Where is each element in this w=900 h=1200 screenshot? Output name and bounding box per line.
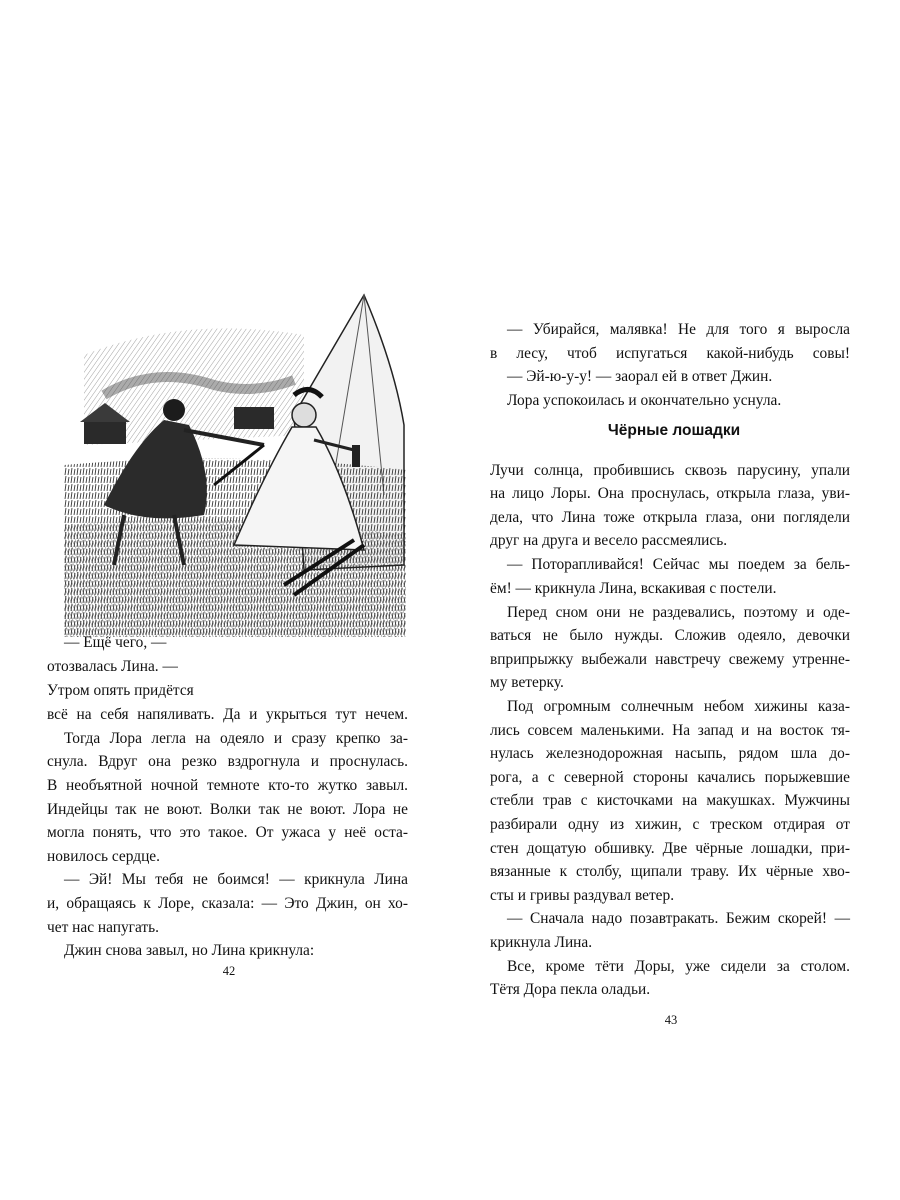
text-line: нулась железнодорожная насыпь, рядом шла до- [490,745,850,762]
text-line: Все, кроме тёти Доры, уже сидели за столом. [507,958,850,975]
text-line: Джин снова завыл, но Лина крикнула: [64,942,315,959]
text-line: Тётя Дора пекла оладьи. [490,981,651,998]
text-line: ём! — крикнула Лина, вскакивая с постели. [490,580,777,597]
text-line: — Убирайся, малявка! Не для того я выросла [507,321,850,338]
text-line: Лора успокоилась и окончательно уснула. [507,392,782,409]
text-line: — Ещё чего, — [64,634,167,651]
text-line: могла понять, что это такое. От ужаса у неё оста- [47,824,408,841]
text-line: Утром опять придётся [47,682,194,699]
text-line: вязанные к столбу, щипали траву. Их чёрные хво- [490,863,850,880]
text-line: В необъятной ночной темноте кто-то жутко завыл. [47,777,408,794]
page-number-right: 43 [664,1013,678,1027]
text-line: сты и гривы раздувал ветер. [490,887,675,904]
text-line: всё на себя напяливать. Да и укрыться тут нечем. [47,706,408,723]
chapter-title: Чёрные лошадки [607,422,741,439]
text-line: Перед сном они не раздевались, поэтому и оде- [507,604,850,621]
illustration [64,275,406,637]
text-line: на лицо Лоры. Она проснулась, открыла глаза, уви- [490,485,850,502]
text-line: друг на друга и весело рассмеялись. [490,532,728,549]
text-line: чет нас напугать. [47,919,160,936]
text-line: — Эй! Мы тебя не боимся! — крикнула Лина [64,871,408,888]
text-line: лись совсем маленькими. На запад и на восток тя- [490,722,850,739]
text-line: ваться не было нужды. Сложив одеяло, девочки [490,627,850,644]
text-line: дела, что Лина тоже открыла глаза, они поглядели [490,509,850,526]
text-line: и, обращаясь к Лоре, сказала: — Это Джин, он хо- [47,895,408,912]
text-line: му ветерку. [490,674,564,691]
text-line: Индейцы так не воют. Волки так не воют. Лора не [47,801,408,818]
page-number-left: 42 [222,964,236,978]
text-line: стебли трав с кисточками на макушках. Мужчины [490,792,850,809]
text-line: Тогда Лора легла на одеяло и сразу крепко за- [64,730,408,747]
text-line: — Эй-ю-у-у! — заорал ей в ответ Джин. [507,368,773,385]
text-line: разбирали одну из хижин, с треском отдирая от [490,816,850,833]
text-line: стен дощатую обшивку. Две чёрные лошадки, при- [490,840,850,857]
text-line: новилось сердце. [47,848,160,865]
text-line: снула. Вдруг она резко вздрогнула и проснулась. [47,753,408,770]
text-line: — Поторапливайся! Сейчас мы поедем за бель- [507,556,850,573]
text-line: крикнула Лина. [490,934,593,951]
text-line: Под огромным солнечным небом хижины каза- [507,698,850,715]
text-line: — Сначала надо позавтракать. Бежим скорей! — [507,910,850,927]
text-line: вприпрыжку выбежали навстречу свежему утренне- [490,651,850,668]
text-line: рога, а с северной стороны качались порыжевшие [490,769,850,786]
text-line: в лесу, чтоб испугаться какой-нибудь совы! [490,345,850,362]
text-line: отозвалась Лина. — [47,658,178,675]
text-line: Лучи солнца, пробившись сквозь парусину, упали [490,462,850,479]
